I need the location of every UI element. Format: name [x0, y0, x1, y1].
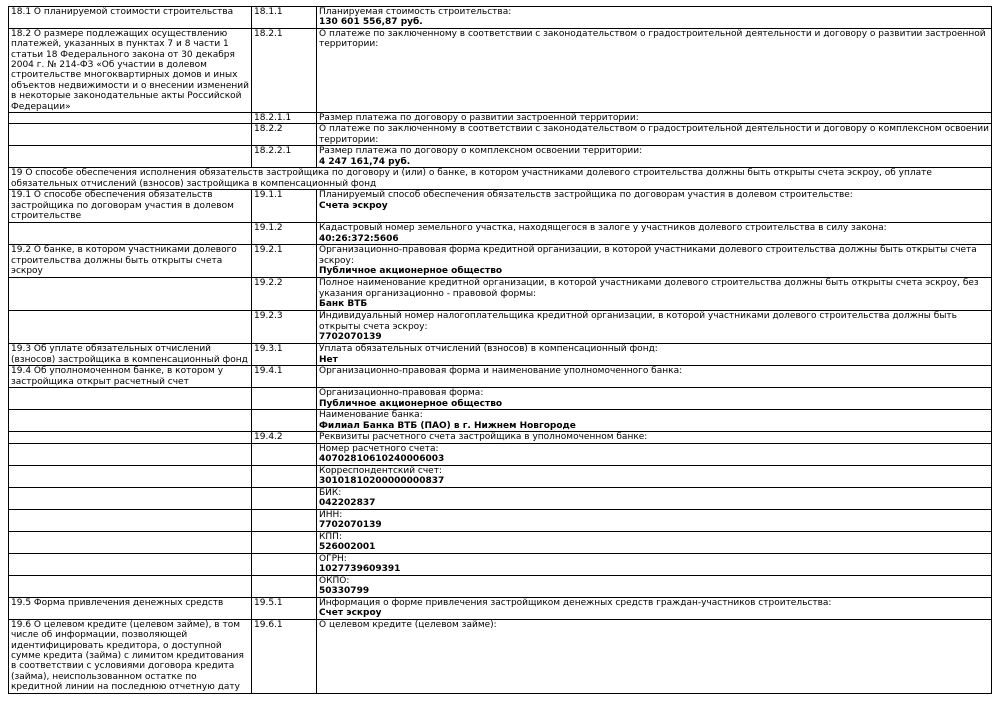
field-label: БИК: [319, 487, 342, 498]
field-label: Полное наименование кредитной организации, в которой участниками долевого строительства должны быть открыты счета эскроу, без указания организационно - правовой формы: [319, 278, 979, 299]
content-cell [317, 509, 992, 531]
section-cell [9, 311, 252, 344]
table-row [9, 7, 992, 29]
section-heading: 19 О способе обеспечения исполнения обязательств застройщика по договору и (или) о банке, в котором участниками долевого строительства должны быть открыты счета эскроу, об уплате обязательных отчислений (взносов) застройщика в компенсационный фонд [9, 168, 992, 190]
section-cell [9, 410, 252, 432]
section-cell: 18.1 О планируемой стоимости строительства [9, 7, 252, 29]
content-cell [317, 278, 992, 311]
field-label: Индивидуальный номер налогоплательщика кредитной организации, в которой участниками долевого строительства должны быть открыты счета эскроу: [319, 311, 957, 332]
section-cell: 19.4 Об уполномоченном банке, в котором у застройщика открыт расчетный счет [9, 366, 252, 388]
table-row [9, 597, 992, 619]
section-cell [9, 432, 252, 443]
content-cell [317, 575, 992, 597]
field-label: Размер платежа по договору о комплексном освоении территории: [319, 146, 643, 157]
code-cell: 18.2.2.1 [252, 146, 317, 168]
table-row [9, 388, 992, 410]
field-label: ИНН: [319, 509, 343, 520]
field-label: О целевом кредите (целевом займе): [319, 619, 497, 630]
field-label: О платеже по заключенному в соответствии с законодательством о градостроительной деятельности и договору о комплексном освоении территории: [319, 124, 989, 145]
table-row [9, 410, 992, 432]
content-cell [317, 223, 992, 245]
field-label: Размер платежа по договору о развитии застроенной территории: [319, 113, 639, 124]
section-cell [9, 531, 252, 553]
table-row [9, 168, 992, 190]
content-cell [317, 465, 992, 487]
field-value: 526002001 [319, 542, 376, 553]
field-value: 1027739609391 [319, 564, 401, 575]
table-row [9, 245, 992, 278]
code-cell: 19.3.1 [252, 344, 317, 366]
field-value: 4 247 161,74 руб. [319, 156, 411, 167]
section-cell [9, 113, 252, 124]
table-row [9, 113, 992, 124]
field-label: О платеже по заключенному в соответствии с законодательством о градостроительной деятельности и договору о развитии застроенной территории: [319, 28, 986, 50]
code-cell: 19.2.3 [252, 311, 317, 344]
section-cell: 19.6 О целевом кредите (целевом займе), в том числе об информации, позволяющей идентифицировать кредитора, о доступной сумме кредита (займа) с лимитом кредитования в соответствии с условиями договора кредита (займа), неиспользованном остатке по кредитной линии на последнюю отчетную дату [9, 619, 252, 693]
section-cell: 19.5 Форма привлечения денежных средств [9, 597, 252, 619]
field-label: Корреспондентский счет: [319, 465, 442, 476]
section-cell [9, 509, 252, 531]
content-cell [317, 443, 992, 465]
section-cell [9, 146, 252, 168]
section-cell: 18.2 О размере подлежащих осуществлению платежей, указанных в пунктах 7 и 8 части 1 статьи 18 Федерального закона от 30 декабря 2004 г. № 214-ФЗ «Об участии в долевом строительстве многоквартирных домов и иных объектов недвижимости и о внесении изменений в некоторые законодательные акты Российской Федерации» [9, 28, 252, 112]
content-cell [317, 124, 992, 146]
code-cell [252, 410, 317, 432]
field-value: 30101810200000000837 [319, 476, 445, 487]
field-value: 130 601 556,87 руб. [319, 17, 423, 28]
table-row [9, 124, 992, 146]
content-cell [317, 619, 992, 693]
field-label: ОГРН: [319, 553, 347, 564]
content-cell [317, 487, 992, 509]
code-cell: 18.2.2 [252, 124, 317, 146]
code-cell: 19.4.2 [252, 432, 317, 443]
field-value: 40702810610240006003 [319, 454, 445, 465]
code-cell [252, 388, 317, 410]
section-cell: 19.2 О банке, в котором участниками долевого строительства должны быть открыты счета эскроу [9, 245, 252, 278]
content-cell [317, 410, 992, 432]
field-value: Счета эскроу [319, 200, 388, 211]
code-cell: 19.6.1 [252, 619, 317, 693]
field-value: Счет эскроу [319, 608, 382, 619]
section-cell [9, 124, 252, 146]
section-cell [9, 465, 252, 487]
content-cell [317, 553, 992, 575]
code-cell [252, 531, 317, 553]
table-row [9, 575, 992, 597]
table-row [9, 432, 992, 443]
section-cell [9, 553, 252, 575]
field-label: Информация о форме привлечения застройщиком денежных средств граждан-участников строительства: [319, 597, 832, 608]
table-row [9, 531, 992, 553]
field-value: 7702070139 [319, 520, 382, 531]
field-label: Наименование банка: [319, 410, 423, 421]
code-cell: 19.2.1 [252, 245, 317, 278]
table-row [9, 553, 992, 575]
code-cell [252, 443, 317, 465]
field-value: 7702070139 [319, 332, 382, 343]
field-value: Филиал Банка ВТБ (ПАО) в г. Нижнем Новгороде [319, 420, 576, 431]
content-cell [317, 344, 992, 366]
field-label: Планируемый способ обеспечения обязательств застройщика по договорам участия в долевом строительстве: [319, 190, 853, 201]
section-cell [9, 278, 252, 311]
field-label: Номер расчетного счета: [319, 443, 439, 454]
code-cell: 19.5.1 [252, 597, 317, 619]
section-cell [9, 487, 252, 509]
table-row [9, 28, 992, 112]
code-cell: 19.1.1 [252, 190, 317, 223]
field-label: КПП: [319, 531, 342, 542]
section-cell [9, 388, 252, 410]
field-label: Организационно-правовая форма кредитной организации, в которой участниками долевого строительства должны быть открыты счета эскроу: [319, 245, 977, 266]
section-cell: 19.3 Об уплате обязательных отчислений (взносов) застройщика в компенсационный фонд [9, 344, 252, 366]
field-label: Реквизиты расчетного счета застройщика в уполномоченном банке: [319, 432, 648, 443]
section-cell [9, 223, 252, 245]
content-cell [317, 28, 992, 112]
field-label: ОКПО: [319, 575, 350, 586]
content-cell [317, 190, 992, 223]
field-value: Банк ВТБ [319, 299, 368, 310]
table-row [9, 619, 992, 693]
table-row [9, 146, 992, 168]
section-cell: 19.1 О способе обеспечения обязательств застройщика по договорам участия в долевом строительстве [9, 190, 252, 223]
code-cell: 18.1.1 [252, 7, 317, 29]
field-label: Организационно-правовая форма: [319, 388, 484, 399]
table-row [9, 443, 992, 465]
code-cell [252, 553, 317, 575]
content-cell [317, 531, 992, 553]
field-label: Организационно-правовая форма и наименование уполномоченного банка: [319, 366, 683, 377]
table-row [9, 509, 992, 531]
table-row [9, 223, 992, 245]
code-cell [252, 465, 317, 487]
table-row [9, 190, 992, 223]
code-cell: 19.1.2 [252, 223, 317, 245]
table-row [9, 465, 992, 487]
code-cell [252, 487, 317, 509]
section-cell [9, 443, 252, 465]
field-value: Публичное акционерное общество [319, 398, 503, 409]
field-value: Нет [319, 354, 338, 365]
field-label: Планируемая стоимость строительства: [319, 7, 512, 17]
section-cell [9, 575, 252, 597]
field-label: Кадастровый номер земельного участка, находящегося в залоге у участников долевого строительства в силу закона: [319, 223, 887, 234]
content-cell [317, 311, 992, 344]
content-cell [317, 245, 992, 278]
disclosure-table [8, 6, 992, 694]
code-cell: 18.2.1 [252, 28, 317, 112]
code-cell: 19.2.2 [252, 278, 317, 311]
field-value: Публичное акционерное общество [319, 266, 503, 277]
field-value: 50330799 [319, 586, 370, 597]
code-cell: 19.4.1 [252, 366, 317, 388]
content-cell [317, 113, 992, 124]
table-row [9, 366, 992, 388]
content-cell [317, 366, 992, 388]
content-cell [317, 388, 992, 410]
content-cell [317, 7, 992, 29]
table-row [9, 278, 992, 311]
field-label: Уплата обязательных отчислений (взносов) в компенсационный фонд: [319, 344, 658, 355]
content-cell [317, 597, 992, 619]
table-row [9, 311, 992, 344]
table-row [9, 487, 992, 509]
code-cell [252, 509, 317, 531]
code-cell: 18.2.1.1 [252, 113, 317, 124]
content-cell [317, 146, 992, 168]
field-value: 40:26:372:5606 [319, 233, 399, 244]
content-cell [317, 432, 992, 443]
table-row [9, 344, 992, 366]
code-cell [252, 575, 317, 597]
field-value: 042202837 [319, 498, 376, 509]
